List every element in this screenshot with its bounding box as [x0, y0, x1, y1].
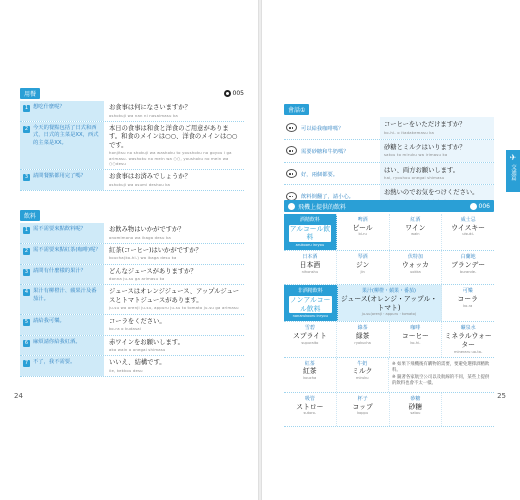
- phrase-japanese: [104, 356, 244, 376]
- phrase-row: [20, 336, 244, 357]
- drink-japanese: ミネラルウォーター: [444, 331, 492, 349]
- phrase-number: 6: [24, 339, 29, 346]
- drinks-row: [284, 251, 494, 285]
- drinks-row: [284, 285, 494, 322]
- drink-chinese: 威士忌: [460, 217, 476, 223]
- phrase-japanese: [104, 170, 244, 190]
- drink-chinese: 紅茶: [304, 360, 315, 367]
- phrase-number: 1: [24, 105, 29, 111]
- drink-japanese: ストロー: [296, 402, 324, 411]
- phrase-row: [20, 285, 244, 314]
- drink-romaji: jin: [360, 269, 365, 274]
- drinks-grid: [284, 214, 494, 427]
- phrase-row: [20, 101, 244, 122]
- phrase-japanese: [104, 122, 244, 169]
- drink-japanese: ジュース(オレンジ・アップル・トマト): [340, 294, 438, 312]
- phrase-chinese-text: 果汁有柳橙汁、蘋果汁及番茄汁。: [33, 288, 97, 303]
- left-page: [0, 0, 258, 500]
- drink-romaji: mineraru uo-ta-: [453, 349, 483, 354]
- drink-romaji: nonarukooru inryou: [292, 314, 328, 319]
- phrase-chinese-text: 需不需要來點飲料呢？: [33, 226, 86, 232]
- drink-japanese: 日本酒: [299, 260, 321, 269]
- drink-cell: [442, 251, 494, 284]
- phrase-row: [20, 244, 244, 265]
- drink-chinese: 咖啡: [410, 325, 421, 332]
- phrase-chinese: [20, 336, 104, 356]
- phrase-japanese-text: コーラをください。: [109, 317, 166, 325]
- speaker: [284, 117, 298, 139]
- conversation-chinese: 飲料倒翻了，請小心。: [301, 194, 354, 201]
- drink-cell: [284, 322, 337, 356]
- phrase-romaji: onomimono wa ikaga desu ka: [109, 234, 171, 240]
- phrase-chinese: [20, 122, 104, 169]
- drink-cell-empty: [442, 393, 494, 426]
- drink-section: [20, 210, 244, 377]
- drink-cell: [390, 251, 443, 284]
- drink-romaji: supuraito: [301, 340, 319, 345]
- drink-japanese: ビール: [352, 223, 373, 232]
- conversation-romaji: satou to miruku wa irimasu ka: [384, 152, 448, 158]
- airplane-icon: ✈: [509, 153, 517, 162]
- conversation-japanese: [380, 117, 494, 139]
- drink-romaji: wain: [411, 232, 420, 237]
- drink-japanese: コーヒー: [401, 331, 429, 340]
- drink-romaji: burande-: [459, 269, 477, 274]
- phrase-romaji: ju-su wa orenji ju-su, appuru ju-su to tomato ju-su ga arimasu: [109, 305, 239, 311]
- audio-track[interactable]: 006: [470, 203, 490, 210]
- phrase-romaji: iie, kekkou desu: [109, 367, 143, 373]
- phrase-chinese: [20, 285, 104, 313]
- conversation-row: [284, 140, 494, 163]
- phrase-chinese-text: 想吃什麼呢？: [33, 104, 65, 110]
- drink-romaji: nihonshu: [301, 269, 319, 274]
- drink-chinese: 啤酒: [357, 217, 368, 223]
- drink-japanese: 砂糖: [408, 402, 423, 411]
- phrase-chinese: [20, 223, 104, 243]
- phrase-romaji: aka wain o onegai shimasu: [109, 347, 166, 353]
- phrase-chinese-text: 不了，我不需要。: [33, 359, 76, 366]
- drink-romaji: ko-ra: [463, 303, 473, 308]
- drink-romaji: ju-su(orenji・appuru・tomato): [361, 312, 417, 317]
- phrase-japanese-text: お食事は何になさいますか？: [109, 104, 191, 111]
- phrase-romaji: ko-ra o kudasai: [109, 326, 142, 332]
- drink-chinese: 杯子: [357, 396, 368, 402]
- drink-romaji: ko-hi-: [410, 340, 421, 345]
- phrase-japanese: [104, 244, 244, 264]
- conversation-chinese: 好，兩個都要。: [301, 171, 339, 178]
- phrase-number: 4: [24, 289, 29, 296]
- phrase-number: 3: [24, 268, 29, 275]
- drink-japanese: ミルク: [352, 367, 373, 376]
- drink-cell: [284, 393, 337, 426]
- conversation-japanese-text: お熱いのでお気をつけください。: [384, 189, 479, 197]
- drink-cell: [337, 393, 390, 426]
- drink-chinese: 綠茶: [357, 325, 368, 332]
- drink-cell: [338, 285, 442, 321]
- meal-section: [20, 88, 244, 191]
- phrase-japanese-text: お飲み物はいかがですか？: [109, 226, 185, 233]
- section-label-drink: 飲料: [20, 210, 40, 221]
- drink-romaji: koucha: [303, 375, 317, 380]
- conversation-japanese: [380, 163, 494, 185]
- drinks-title: 飛機上提供的飲料: [298, 203, 347, 211]
- chapter-tab-label: 交通篇: [510, 164, 516, 181]
- phrase-row: [20, 122, 244, 170]
- drink-chinese: 紅酒: [410, 217, 421, 223]
- conversation-japanese-text: はい、両方お願いします。: [384, 166, 460, 174]
- phrase-japanese-text: お食事はお済みでしょうか？: [109, 173, 191, 181]
- section-label-meal: 用餐: [20, 88, 40, 99]
- drink-chinese: 酒精飲料: [299, 217, 320, 223]
- phrase-romaji: koucha(ko-hi-) wa ikaga desu ka: [109, 255, 177, 261]
- drink-japanese: ウォッカ: [401, 260, 429, 269]
- drinks-row: [284, 393, 494, 427]
- speaker: [284, 140, 298, 162]
- phrase-japanese-text: いいえ、結構です。: [109, 359, 166, 367]
- drink-romaji: sutoro-: [303, 411, 317, 416]
- phrase-romaji: oshokuji wa nan ni nasaimasu ka: [109, 112, 178, 118]
- cd-icon: [224, 90, 231, 97]
- drink-japanese: 紅茶: [302, 367, 317, 376]
- drinks-header: [284, 200, 494, 212]
- drink-romaji: satou: [410, 411, 421, 416]
- drink-cell: [442, 214, 494, 250]
- drinks-row: [284, 358, 494, 393]
- phrase-row: [20, 223, 244, 244]
- phrase-number: 7: [24, 360, 29, 367]
- phrase-chinese-text: 麻煩請你給我紅酒。: [33, 338, 81, 345]
- drink-japanese: アルコール飲料: [289, 224, 331, 242]
- drinks-row: [284, 214, 494, 251]
- drink-cell: [390, 214, 443, 250]
- phrase-japanese: [104, 285, 244, 313]
- drink-japanese: ワイン: [405, 223, 426, 232]
- drink-chinese: 礦泉水: [460, 325, 476, 332]
- drink-chinese: 日本酒: [302, 254, 318, 261]
- phrase-japanese: [104, 101, 244, 121]
- page-number-right: 25: [497, 392, 506, 400]
- drinks-notes: [389, 358, 494, 392]
- phrase-chinese: [20, 170, 104, 190]
- phrase-row: [20, 356, 244, 377]
- drinks-row: [284, 322, 494, 357]
- drink-cell: [337, 358, 390, 392]
- conversation-japanese-text: コーヒーをいただけますか？: [384, 121, 466, 128]
- drink-romaji: koppu: [357, 411, 369, 416]
- drink-japanese: ブランデー: [451, 260, 486, 269]
- drink-romaji: miruku: [355, 375, 369, 380]
- phrase-japanese: [104, 265, 244, 285]
- drink-romaji: ryokucha: [354, 340, 371, 345]
- phrase-japanese: [104, 336, 244, 356]
- phrase-chinese-text: 需不需要來點紅茶(咖啡)呢？: [33, 246, 101, 253]
- conversation-chinese: 需要砂糖和牛奶嗎？: [301, 148, 349, 155]
- drink-cell: [284, 214, 337, 250]
- drink-cell: [337, 214, 390, 250]
- phrase-japanese: [104, 315, 244, 335]
- phrase-chinese: [20, 315, 104, 335]
- phrase-chinese: [20, 265, 104, 285]
- drink-chinese: 果汁(柳橙・蘋果・番茄): [362, 288, 416, 295]
- drink-romaji: bi-ru: [358, 232, 367, 237]
- speaker: [284, 163, 298, 185]
- phrase-romaji: honjitsu no shokuji wa washoku to youshoku no goyou i ga arimasu. washoku no mein wa ○○, youshoku no mein wa ○○desu: [109, 150, 232, 166]
- drink-japanese: ノンアルコール飲料: [290, 295, 331, 313]
- conversation-romaji: ko-hi- o itadakemasu ka: [384, 129, 435, 135]
- note-line: ※ 如果下飛機後有購物的需要，要避免選擇酒精飲料。: [392, 361, 490, 374]
- drink-cell: [284, 358, 337, 392]
- conversation-romaji: hai, ryouhou onegai shimasu: [384, 175, 445, 181]
- phrase-chinese-text: 今天的餐點包括了日式和西式，日式的主菜是XX，西式的主菜是XX。: [33, 124, 99, 147]
- drink-japanese: ジン: [355, 260, 370, 269]
- page-number-left: 24: [14, 392, 23, 400]
- phrase-number: 2: [24, 125, 29, 132]
- phrase-number: 5: [24, 318, 29, 325]
- phrase-romaji: oshokuji wa osumi deshou ka: [109, 181, 171, 187]
- phrase-chinese: [20, 356, 104, 376]
- phrase-japanese-text: 赤ワインをお願いします。: [109, 338, 184, 346]
- chapter-tab[interactable]: [506, 150, 520, 192]
- drink-chinese: 琴酒: [357, 254, 368, 261]
- phrase-chinese-text: 請問有什麼樣的果汁？: [33, 267, 86, 274]
- speaker-face-icon: [286, 169, 297, 178]
- phrase-japanese-text: 本日の食事は和食と洋食のご用意があります。和食のメインは○○、洋食のメインは○○です。: [109, 124, 238, 149]
- conversation-label: 會話①: [284, 104, 309, 115]
- phrase-chinese-text: 請給我可樂。: [33, 317, 65, 324]
- phrase-row: [20, 315, 244, 336]
- phrase-japanese-text: どんなジュースがありますか？: [109, 267, 197, 275]
- drink-chinese: 砂糖: [410, 396, 421, 402]
- drink-romaji: uokka: [409, 269, 421, 274]
- drink-cell: [390, 322, 443, 356]
- phrase-japanese-text: ジュースはオレンジジュース、アップルジュースとトマトジュースがあります。: [109, 288, 240, 304]
- cd-icon: [470, 203, 477, 210]
- drink-cell: [337, 251, 390, 284]
- drink-cell: [284, 285, 338, 321]
- drink-chinese: 非酒精飲料: [297, 288, 323, 295]
- phrase-romaji: donna ju-su ga arimasu ka: [109, 276, 165, 282]
- drink-cell: [390, 393, 443, 426]
- phrase-number: 2: [24, 247, 29, 254]
- phrase-number: 1: [24, 227, 29, 233]
- phrase-japanese: [104, 223, 244, 243]
- drink-chinese: 可樂: [462, 288, 473, 295]
- drink-chinese: 牛奶: [357, 360, 368, 367]
- phrase-row: [20, 265, 244, 286]
- speaker-face-icon: [286, 146, 297, 155]
- drink-romaji: uisuki-: [462, 232, 475, 237]
- drink-cell: [442, 285, 495, 321]
- conversation-section: [284, 97, 494, 208]
- phrase-chinese: [20, 244, 104, 264]
- drink-romaji: arukooru inryou: [295, 243, 325, 248]
- drink-cell: [442, 322, 494, 356]
- drink-japanese: 緑茶: [355, 331, 370, 340]
- drink-chinese: 吸管: [304, 396, 315, 402]
- conversation-chinese: 可以給我咖啡嗎？: [301, 125, 344, 132]
- drink-japanese: ウイスキー: [451, 223, 485, 232]
- audio-track[interactable]: 005: [224, 90, 244, 97]
- conversation-japanese-text: 砂糖とミルクはいりますか？: [384, 143, 466, 151]
- drink-chinese: 雪碧: [304, 325, 315, 332]
- conversation-row: [284, 117, 494, 140]
- drink-japanese: コップ: [352, 402, 373, 411]
- drink-chinese: 伏特加: [407, 254, 423, 261]
- phrase-number: 3: [24, 174, 29, 181]
- speaker-face-icon: [286, 123, 297, 132]
- conversation-row: [284, 163, 494, 186]
- phrase-japanese-text: 紅茶(コーヒー)はいかがですか？: [109, 246, 202, 254]
- phrase-chinese-text: 請問餐點都用完了嗎？: [33, 173, 86, 180]
- bullet-icon: [288, 203, 295, 210]
- phrase-row: [20, 170, 244, 191]
- conversation-japanese: [380, 140, 494, 162]
- drink-cell: [284, 251, 337, 284]
- drink-cell: [337, 322, 390, 356]
- drink-japanese: スプライト: [292, 331, 327, 340]
- note-line: ※ 隨著各家航空公司以及航線的不同，某些上提供的飲料也會不太一樣。: [392, 374, 490, 387]
- drink-chinese: 白蘭地: [460, 254, 476, 261]
- phrase-chinese: [20, 101, 104, 121]
- drink-japanese: コーラ: [457, 294, 478, 303]
